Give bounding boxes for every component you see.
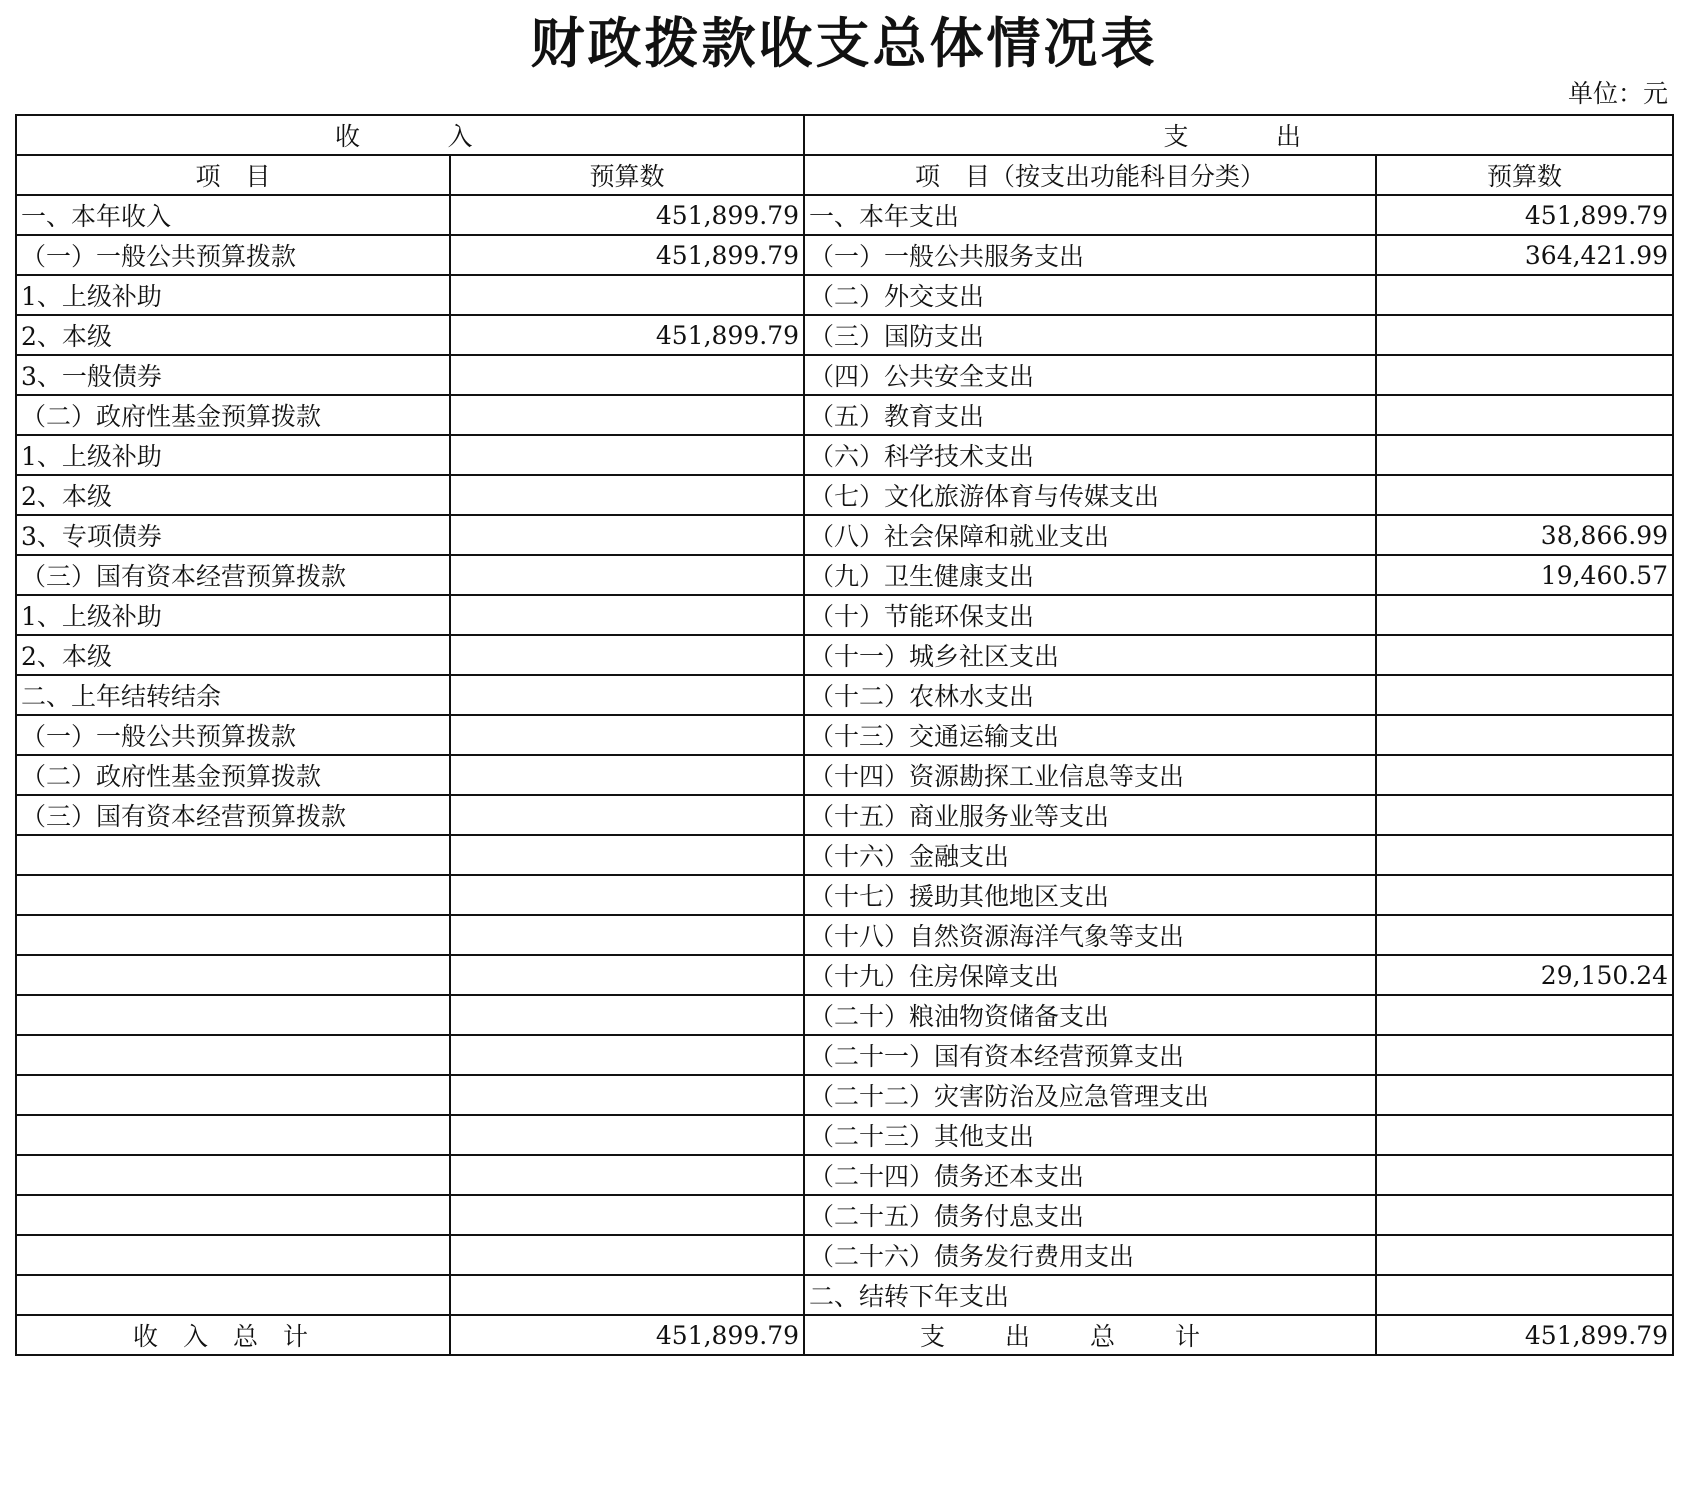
expense-item-cell: （二十三）其他支出: [804, 1115, 1376, 1155]
expense-item-cell: （六）科学技术支出: [804, 435, 1376, 475]
expense-amount-cell: [1376, 875, 1673, 915]
expense-amount-cell: [1376, 835, 1673, 875]
table-row: [16, 995, 1673, 1035]
income-amount-cell: [450, 1275, 804, 1315]
expense-amount-cell: [1376, 915, 1673, 955]
expense-amount-cell: [1376, 1195, 1673, 1235]
expense-item-cell: （四）公共安全支出: [804, 355, 1376, 395]
expense-item-cell: （二十五）债务付息支出: [804, 1195, 1376, 1235]
table-row: [16, 355, 1673, 395]
table-row: [16, 315, 1673, 355]
income-amount-cell: 451,899.79: [450, 195, 804, 235]
income-amount-cell: [450, 555, 804, 595]
income-item-cell: 3、一般债券: [16, 355, 450, 395]
expense-item-cell: （十五）商业服务业等支出: [804, 795, 1376, 835]
income-item-cell: [16, 1155, 450, 1195]
income-amount-cell: [450, 475, 804, 515]
expense-item-cell: （十九）住房保障支出: [804, 955, 1376, 995]
expense-amount-cell: [1376, 435, 1673, 475]
expense-item-cell: （十三）交通运输支出: [804, 715, 1376, 755]
income-item-cell: [16, 995, 450, 1035]
income-item-cell: [16, 915, 450, 955]
section-header-row: [16, 115, 1673, 155]
expense-amount-cell: [1376, 715, 1673, 755]
expense-item-cell: （二十二）灾害防治及应急管理支出: [804, 1075, 1376, 1115]
unit-label: 单位：元: [1567, 79, 1668, 108]
expense-amount-cell: 451,899.79: [1376, 195, 1673, 235]
income-item-cell: （三）国有资本经营预算拨款: [16, 795, 450, 835]
expense-amount-cell: [1376, 355, 1673, 395]
table-row: [16, 1195, 1673, 1235]
expense-section-header: 支 出: [804, 115, 1673, 155]
income-item-cell: [16, 835, 450, 875]
income-amount-cell: [450, 1115, 804, 1155]
table-row: [16, 1035, 1673, 1075]
income-item-cell: [16, 1275, 450, 1315]
expense-amount-cell: [1376, 795, 1673, 835]
expense-item-cell: （三）国防支出: [804, 315, 1376, 355]
table-row: [16, 675, 1673, 715]
expense-amount-cell: [1376, 1115, 1673, 1155]
income-item-cell: [16, 1075, 450, 1115]
expense-item-cell: （一）一般公共服务支出: [804, 235, 1376, 275]
expense-amount-cell: 38,866.99: [1376, 515, 1673, 555]
income-item-cell: （二）政府性基金预算拨款: [16, 755, 450, 795]
expense-item-cell: （十四）资源勘探工业信息等支出: [804, 755, 1376, 795]
income-amount-cell: 451,899.79: [450, 315, 804, 355]
expense-amount-cell: [1376, 395, 1673, 435]
income-amount-cell: 451,899.79: [450, 235, 804, 275]
expense-item-cell: （二十四）债务还本支出: [804, 1155, 1376, 1195]
expense-item-header: 项 目（按支出功能科目分类）: [804, 155, 1376, 195]
income-item-cell: 2、本级: [16, 315, 450, 355]
income-amount-cell: [450, 1075, 804, 1115]
table-row: [16, 595, 1673, 635]
table-row: [16, 235, 1673, 275]
expense-amount-cell: [1376, 755, 1673, 795]
expense-amount-cell: [1376, 995, 1673, 1035]
expense-total-amount: 451,899.79: [1376, 1315, 1673, 1355]
expense-item-cell: （八）社会保障和就业支出: [804, 515, 1376, 555]
expense-item-cell: （九）卫生健康支出: [804, 555, 1376, 595]
expense-item-cell: （二十六）债务发行费用支出: [804, 1235, 1376, 1275]
income-total-label: 收入总计: [16, 1315, 450, 1355]
expense-total-label: 支出总计: [804, 1315, 1376, 1355]
income-item-cell: 二、上年结转结余: [16, 675, 450, 715]
income-amount-cell: [450, 595, 804, 635]
table-row: [16, 195, 1673, 235]
income-item-cell: [16, 1235, 450, 1275]
income-amount-cell: [450, 755, 804, 795]
expense-item-cell: （二）外交支出: [804, 275, 1376, 315]
income-amount-cell: [450, 715, 804, 755]
table-row: [16, 515, 1673, 555]
income-amount-cell: [450, 1235, 804, 1275]
table-row: [16, 795, 1673, 835]
expense-amount-cell: [1376, 1155, 1673, 1195]
table-row: [16, 1075, 1673, 1115]
income-item-cell: [16, 955, 450, 995]
table-body: [16, 115, 1673, 1355]
expense-item-cell: （七）文化旅游体育与传媒支出: [804, 475, 1376, 515]
table-row: [16, 475, 1673, 515]
income-amount-cell: [450, 995, 804, 1035]
budget-table: [15, 114, 1674, 1356]
expense-amount-cell: [1376, 1235, 1673, 1275]
income-amount-cell: [450, 675, 804, 715]
income-item-cell: 一、本年收入: [16, 195, 450, 235]
income-item-cell: [16, 1115, 450, 1155]
expense-amount-cell: [1376, 595, 1673, 635]
income-amount-cell: [450, 875, 804, 915]
expense-item-cell: （十六）金融支出: [804, 835, 1376, 875]
income-item-cell: [16, 875, 450, 915]
income-amount-cell: [450, 1035, 804, 1075]
table-row: [16, 1235, 1673, 1275]
expense-item-cell: （五）教育支出: [804, 395, 1376, 435]
income-item-cell: [16, 1195, 450, 1235]
income-amount-cell: [450, 835, 804, 875]
expense-item-cell: （十一）城乡社区支出: [804, 635, 1376, 675]
totals-row: [16, 1315, 1673, 1355]
expense-amount-cell: [1376, 1275, 1673, 1315]
income-item-cell: 2、本级: [16, 475, 450, 515]
income-item-cell: （三）国有资本经营预算拨款: [16, 555, 450, 595]
page-title: 财政拨款收支总体情况表: [530, 12, 1158, 75]
expense-amount-cell: [1376, 315, 1673, 355]
income-item-cell: 2、本级: [16, 635, 450, 675]
expense-amount-cell: [1376, 675, 1673, 715]
income-amount-cell: [450, 1155, 804, 1195]
table-row: [16, 395, 1673, 435]
income-budget-header: 预算数: [450, 155, 804, 195]
income-item-cell: 1、上级补助: [16, 275, 450, 315]
table-row: [16, 835, 1673, 875]
table-row: [16, 1275, 1673, 1315]
table-row: [16, 275, 1673, 315]
income-amount-cell: [450, 435, 804, 475]
income-item-cell: 1、上级补助: [16, 595, 450, 635]
income-amount-cell: [450, 395, 804, 435]
expense-item-cell: （二十）粮油物资储备支出: [804, 995, 1376, 1035]
expense-item-cell: 一、本年支出: [804, 195, 1376, 235]
expense-item-cell: 二、结转下年支出: [804, 1275, 1376, 1315]
income-item-cell: （一）一般公共预算拨款: [16, 715, 450, 755]
income-amount-cell: [450, 355, 804, 395]
income-amount-cell: [450, 955, 804, 995]
income-item-cell: 1、上级补助: [16, 435, 450, 475]
income-amount-cell: [450, 515, 804, 555]
income-amount-cell: [450, 1195, 804, 1235]
income-amount-cell: [450, 275, 804, 315]
expense-item-cell: （二十一）国有资本经营预算支出: [804, 1035, 1376, 1075]
expense-item-cell: （十八）自然资源海洋气象等支出: [804, 915, 1376, 955]
income-amount-cell: [450, 915, 804, 955]
table-row: [16, 1115, 1673, 1155]
expense-amount-cell: [1376, 475, 1673, 515]
table-row: [16, 635, 1673, 675]
expense-budget-header: 预算数: [1376, 155, 1673, 195]
table-row: [16, 875, 1673, 915]
income-amount-cell: [450, 795, 804, 835]
income-item-cell: （二）政府性基金预算拨款: [16, 395, 450, 435]
expense-item-cell: （十）节能环保支出: [804, 595, 1376, 635]
expense-amount-cell: [1376, 635, 1673, 675]
table-row: [16, 755, 1673, 795]
table-row: [16, 955, 1673, 995]
income-amount-cell: [450, 635, 804, 675]
expense-amount-cell: [1376, 1035, 1673, 1075]
table-row: [16, 555, 1673, 595]
income-item-header: 项 目: [16, 155, 450, 195]
expense-amount-cell: 19,460.57: [1376, 555, 1673, 595]
expense-item-cell: （十七）援助其他地区支出: [804, 875, 1376, 915]
income-item-cell: [16, 1035, 450, 1075]
expense-amount-cell: 364,421.99: [1376, 235, 1673, 275]
expense-amount-cell: 29,150.24: [1376, 955, 1673, 995]
table-row: [16, 435, 1673, 475]
expense-item-cell: （十二）农林水支出: [804, 675, 1376, 715]
expense-amount-cell: [1376, 1075, 1673, 1115]
income-section-header: 收 入: [16, 115, 804, 155]
income-total-amount: 451,899.79: [450, 1315, 804, 1355]
income-item-cell: （一）一般公共预算拨款: [16, 235, 450, 275]
expense-amount-cell: [1376, 275, 1673, 315]
income-item-cell: 3、专项债券: [16, 515, 450, 555]
column-header-row: [16, 155, 1673, 195]
table-row: [16, 715, 1673, 755]
table-row: [16, 915, 1673, 955]
table-row: [16, 1155, 1673, 1195]
